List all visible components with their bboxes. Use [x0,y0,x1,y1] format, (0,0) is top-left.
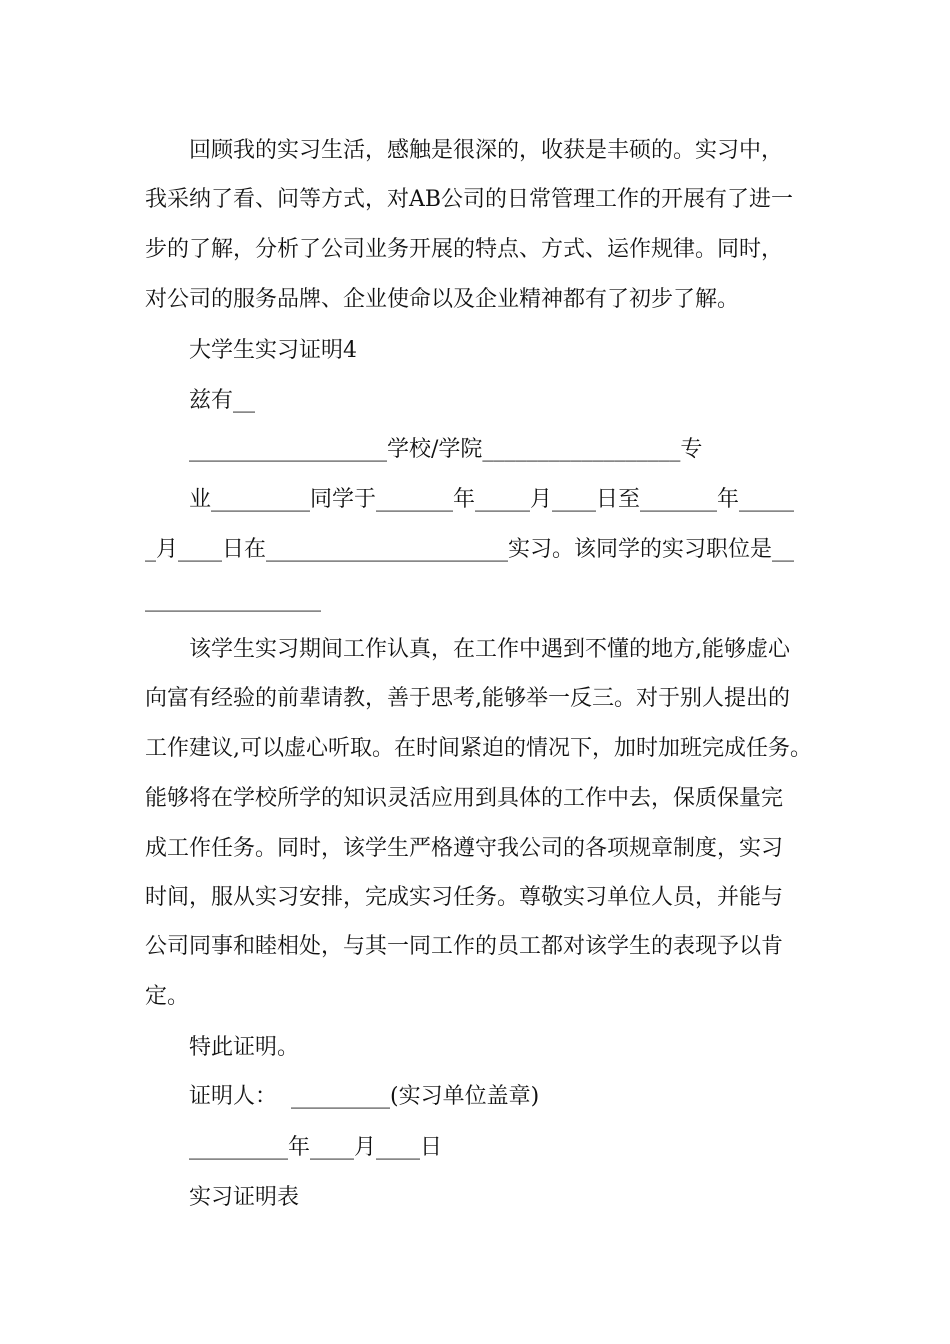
paragraph-2-line-3: 工作建议,可以虚心听取。在时间紧迫的情况下，加时加班完成任务。 [145,736,812,761]
section-title: 大学生实习证明4 [189,338,357,363]
paragraph-2-line-2: 向富有经验的前辈请教，善于思考,能够举一反三。对于别人提出的 [145,686,790,711]
form-line-4: ________________ [145,587,321,612]
closing-statement: 特此证明。 [189,1035,300,1060]
paragraph-1-line-1: 回顾我的实习生活，感触是很深的，收获是丰硕的。实习中， [189,138,784,163]
paragraph-1-line-4: 对公司的服务品牌、企业使命以及企业精神都有了初步了解。 [145,287,740,312]
paragraph-2-line-7: 公司同事和睦相处，与其一同工作的员工都对该学生的表现予以肯 [145,934,784,959]
paragraph-2-line-6: 时间，服从实习安排，完成实习任务。尊敬实习单位人员，并能与 [145,885,784,910]
paragraph-2-line-4: 能够将在学校所学的知识灵活应用到具体的工作中去，保质保量完 [145,786,784,811]
next-section-title: 实习证明表 [189,1185,300,1210]
paragraph-2-line-1: 该学生实习期间工作认真，在工作中遇到不懂的地方,能够虚心 [189,637,790,662]
form-line-1: __________________学校/学院__________________专 [189,437,703,462]
form-line-3: _月____日在______________________实习。该同学的实习职位是__ [145,537,795,562]
paragraph-2-line-5: 成工作任务。同时，该学生严格遵守我公司的各项规章制度，实习 [145,836,784,861]
certifier-line: 证明人： _________(实习单位盖章) [189,1084,540,1109]
greeting-line: 兹有__ [189,388,256,413]
paragraph-2-line-8: 定。 [145,984,190,1009]
form-line-2: 业_________同学于_______年_____月____日至_______年_____ [189,487,795,512]
date-line: _________年____月____日 [189,1135,443,1160]
paragraph-1-line-2: 我采纳了看、问等方式，对AB公司的日常管理工作的开展有了进一 [145,187,794,212]
paragraph-1-line-3: 步的了解，分析了公司业务开展的特点、方式、运作规律。同时， [145,237,784,262]
